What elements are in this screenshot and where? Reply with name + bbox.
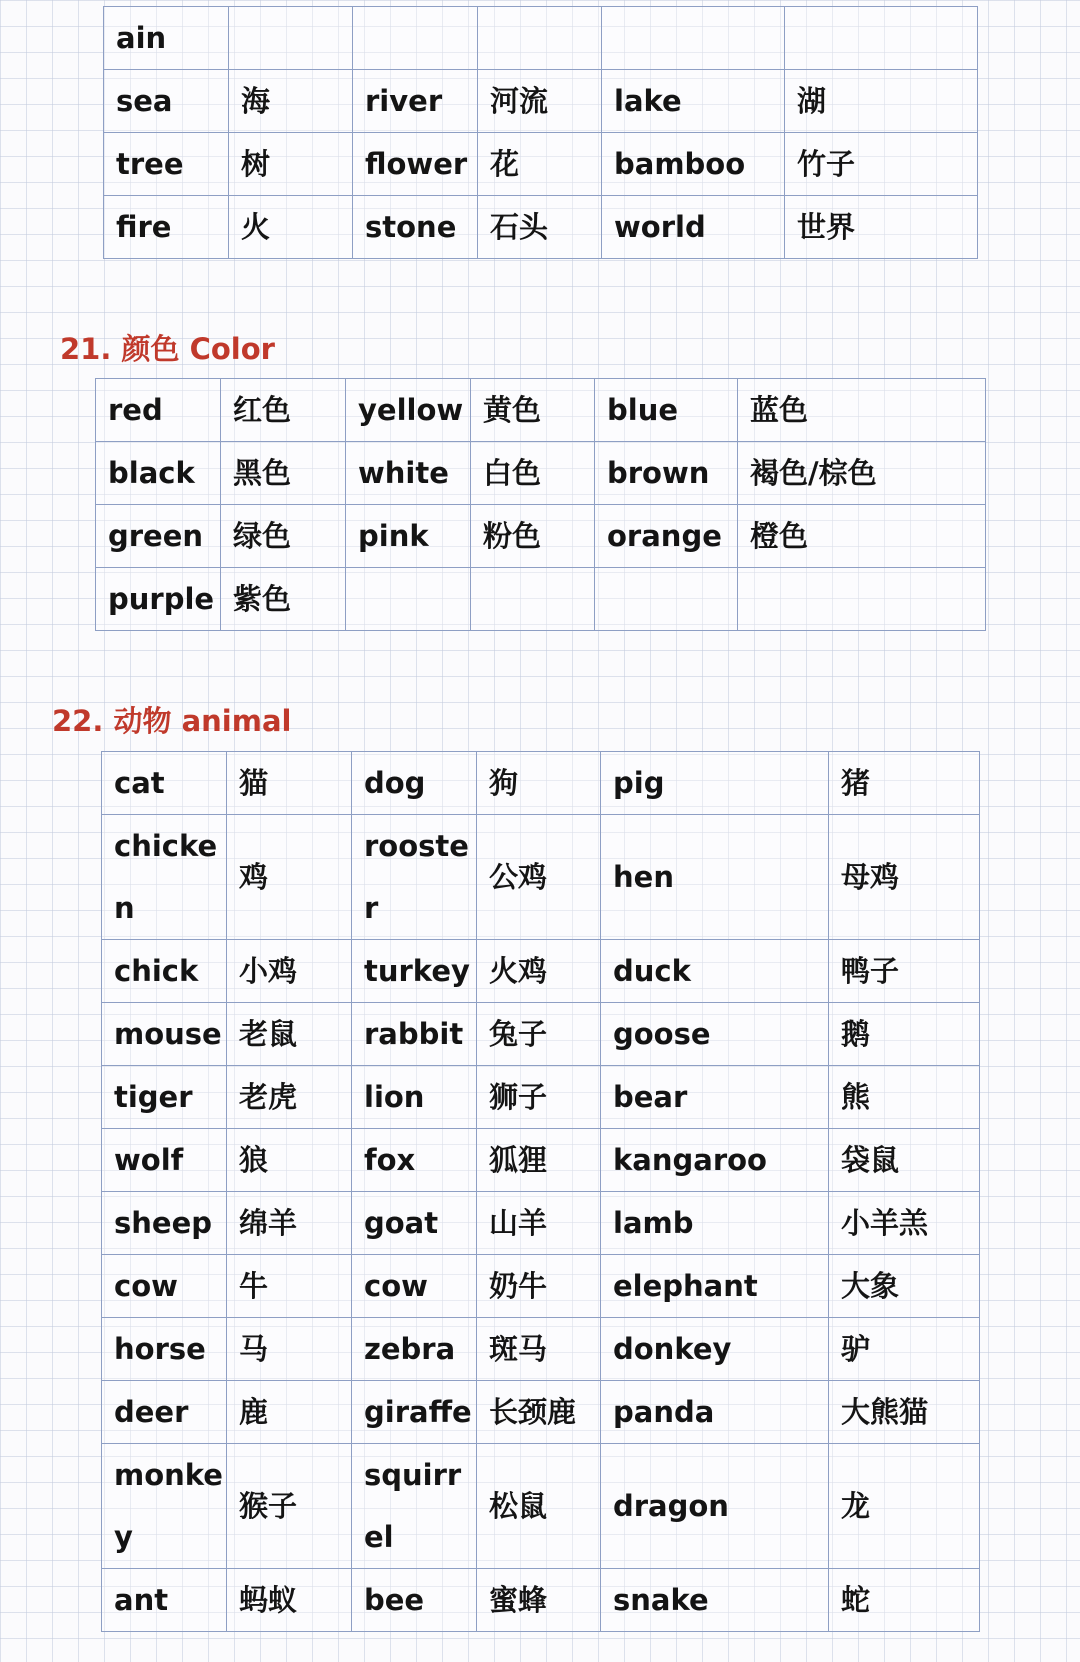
- english-word-cell: chick: [102, 940, 227, 1003]
- chinese-word-cell: 蜜蜂: [477, 1569, 601, 1632]
- english-word-cell: hen: [601, 815, 829, 940]
- english-word-cell: river: [353, 70, 478, 133]
- chinese-word-cell: 鹿: [227, 1381, 352, 1444]
- section-title-color: 21. 颜色 Color: [60, 332, 275, 366]
- chinese-word-cell: 牛: [227, 1255, 352, 1318]
- english-word-cell: lion: [352, 1066, 477, 1129]
- chinese-word-cell: 山羊: [477, 1192, 601, 1255]
- chinese-word-cell: [738, 568, 986, 631]
- english-word-cell: mouse: [102, 1003, 227, 1066]
- english-word-cell: dragon: [601, 1444, 829, 1569]
- english-word-cell: chicken: [102, 815, 227, 940]
- english-word-cell: tree: [104, 133, 229, 196]
- table-row: [102, 1003, 980, 1066]
- english-word-cell: tiger: [102, 1066, 227, 1129]
- color-vocab-table: [95, 378, 986, 631]
- chinese-word-cell: 紫色: [221, 568, 346, 631]
- chinese-word-cell: 龙: [829, 1444, 980, 1569]
- chinese-word-cell: 马: [227, 1318, 352, 1381]
- table-row: [104, 7, 978, 70]
- chinese-word-cell: 大熊猫: [829, 1381, 980, 1444]
- chinese-word-cell: 老虎: [227, 1066, 352, 1129]
- chinese-word-cell: 绵羊: [227, 1192, 352, 1255]
- chinese-word-cell: 袋鼠: [829, 1129, 980, 1192]
- chinese-word-cell: 小羊羔: [829, 1192, 980, 1255]
- chinese-word-cell: 黄色: [471, 379, 595, 442]
- english-word-cell: green: [96, 505, 221, 568]
- english-word-cell: cow: [352, 1255, 477, 1318]
- english-word-cell: purple: [96, 568, 221, 631]
- english-word-cell: [346, 568, 471, 631]
- chinese-word-cell: 驴: [829, 1318, 980, 1381]
- english-word-cell: donkey: [601, 1318, 829, 1381]
- english-word-cell: cat: [102, 752, 227, 815]
- table-row: [102, 1192, 980, 1255]
- table-row: [102, 752, 980, 815]
- english-word-cell: [595, 568, 738, 631]
- chinese-word-cell: 老鼠: [227, 1003, 352, 1066]
- chinese-word-cell: 鸡: [227, 815, 352, 940]
- chinese-word-cell: 鹅: [829, 1003, 980, 1066]
- table-row: [96, 379, 986, 442]
- english-word-cell: snake: [601, 1569, 829, 1632]
- english-word-cell: cow: [102, 1255, 227, 1318]
- chinese-word-cell: 蚂蚁: [227, 1569, 352, 1632]
- english-word-cell: kangaroo: [601, 1129, 829, 1192]
- chinese-word-cell: [478, 7, 602, 70]
- table-row: [104, 133, 978, 196]
- chinese-word-cell: 鸭子: [829, 940, 980, 1003]
- english-word-cell: giraffe: [352, 1381, 477, 1444]
- english-word-cell: pig: [601, 752, 829, 815]
- animal-vocab-table: [101, 751, 980, 1632]
- english-word-cell: bear: [601, 1066, 829, 1129]
- table-row: [104, 196, 978, 259]
- english-word-cell: panda: [601, 1381, 829, 1444]
- chinese-word-cell: 猴子: [227, 1444, 352, 1569]
- english-word-cell: lamb: [601, 1192, 829, 1255]
- chinese-word-cell: 湖: [785, 70, 978, 133]
- english-word-cell: black: [96, 442, 221, 505]
- english-word-cell: dog: [352, 752, 477, 815]
- english-word-cell: lake: [602, 70, 785, 133]
- chinese-word-cell: 绿色: [221, 505, 346, 568]
- chinese-word-cell: 竹子: [785, 133, 978, 196]
- chinese-word-cell: 火鸡: [477, 940, 601, 1003]
- english-word-cell: goat: [352, 1192, 477, 1255]
- chinese-word-cell: [785, 7, 978, 70]
- english-word-cell: world: [602, 196, 785, 259]
- english-word-cell: ant: [102, 1569, 227, 1632]
- english-word-cell: ain: [104, 7, 229, 70]
- chinese-word-cell: 狐狸: [477, 1129, 601, 1192]
- english-word-cell: fox: [352, 1129, 477, 1192]
- english-word-cell: yellow: [346, 379, 471, 442]
- english-word-cell: [602, 7, 785, 70]
- english-word-cell: squirrel: [352, 1444, 477, 1569]
- chinese-word-cell: 世界: [785, 196, 978, 259]
- table-row: [102, 940, 980, 1003]
- chinese-word-cell: 狗: [477, 752, 601, 815]
- english-word-cell: bee: [352, 1569, 477, 1632]
- table-row: [102, 1381, 980, 1444]
- chinese-word-cell: [229, 7, 353, 70]
- english-word-cell: sheep: [102, 1192, 227, 1255]
- chinese-word-cell: 海: [229, 70, 353, 133]
- table-row: [102, 1255, 980, 1318]
- english-word-cell: pink: [346, 505, 471, 568]
- table-row: [96, 568, 986, 631]
- chinese-word-cell: 河流: [478, 70, 602, 133]
- nature-vocab-table: [103, 6, 978, 259]
- chinese-word-cell: 长颈鹿: [477, 1381, 601, 1444]
- chinese-word-cell: 粉色: [471, 505, 595, 568]
- english-word-cell: orange: [595, 505, 738, 568]
- chinese-word-cell: 松鼠: [477, 1444, 601, 1569]
- chinese-word-cell: 蓝色: [738, 379, 986, 442]
- english-word-cell: red: [96, 379, 221, 442]
- chinese-word-cell: 褐色/棕色: [738, 442, 986, 505]
- chinese-word-cell: 白色: [471, 442, 595, 505]
- english-word-cell: duck: [601, 940, 829, 1003]
- english-word-cell: [353, 7, 478, 70]
- english-word-cell: brown: [595, 442, 738, 505]
- chinese-word-cell: 母鸡: [829, 815, 980, 940]
- chinese-word-cell: 小鸡: [227, 940, 352, 1003]
- english-word-cell: turkey: [352, 940, 477, 1003]
- english-word-cell: flower: [353, 133, 478, 196]
- english-word-cell: rabbit: [352, 1003, 477, 1066]
- chinese-word-cell: 火: [229, 196, 353, 259]
- chinese-word-cell: 猫: [227, 752, 352, 815]
- english-word-cell: monkey: [102, 1444, 227, 1569]
- english-word-cell: bamboo: [602, 133, 785, 196]
- english-word-cell: blue: [595, 379, 738, 442]
- chinese-word-cell: 狮子: [477, 1066, 601, 1129]
- english-word-cell: wolf: [102, 1129, 227, 1192]
- chinese-word-cell: 石头: [478, 196, 602, 259]
- chinese-word-cell: 奶牛: [477, 1255, 601, 1318]
- chinese-word-cell: 兔子: [477, 1003, 601, 1066]
- english-word-cell: rooster: [352, 815, 477, 940]
- chinese-word-cell: 大象: [829, 1255, 980, 1318]
- section-title-animal: 22. 动物 animal: [52, 704, 292, 738]
- table-row: [102, 1444, 980, 1569]
- table-row: [102, 815, 980, 940]
- table-row: [102, 1066, 980, 1129]
- english-word-cell: white: [346, 442, 471, 505]
- english-word-cell: goose: [601, 1003, 829, 1066]
- english-word-cell: deer: [102, 1381, 227, 1444]
- table-row: [102, 1129, 980, 1192]
- table-row: [104, 70, 978, 133]
- english-word-cell: elephant: [601, 1255, 829, 1318]
- chinese-word-cell: 红色: [221, 379, 346, 442]
- english-word-cell: fire: [104, 196, 229, 259]
- chinese-word-cell: 树: [229, 133, 353, 196]
- table-row: [102, 1569, 980, 1632]
- chinese-word-cell: 狼: [227, 1129, 352, 1192]
- chinese-word-cell: 橙色: [738, 505, 986, 568]
- table-row: [96, 505, 986, 568]
- chinese-word-cell: 花: [478, 133, 602, 196]
- chinese-word-cell: [471, 568, 595, 631]
- english-word-cell: zebra: [352, 1318, 477, 1381]
- english-word-cell: stone: [353, 196, 478, 259]
- english-word-cell: horse: [102, 1318, 227, 1381]
- chinese-word-cell: 熊: [829, 1066, 980, 1129]
- chinese-word-cell: 公鸡: [477, 815, 601, 940]
- english-word-cell: sea: [104, 70, 229, 133]
- chinese-word-cell: 蛇: [829, 1569, 980, 1632]
- chinese-word-cell: 黑色: [221, 442, 346, 505]
- table-row: [96, 442, 986, 505]
- chinese-word-cell: 斑马: [477, 1318, 601, 1381]
- chinese-word-cell: 猪: [829, 752, 980, 815]
- table-row: [102, 1318, 980, 1381]
